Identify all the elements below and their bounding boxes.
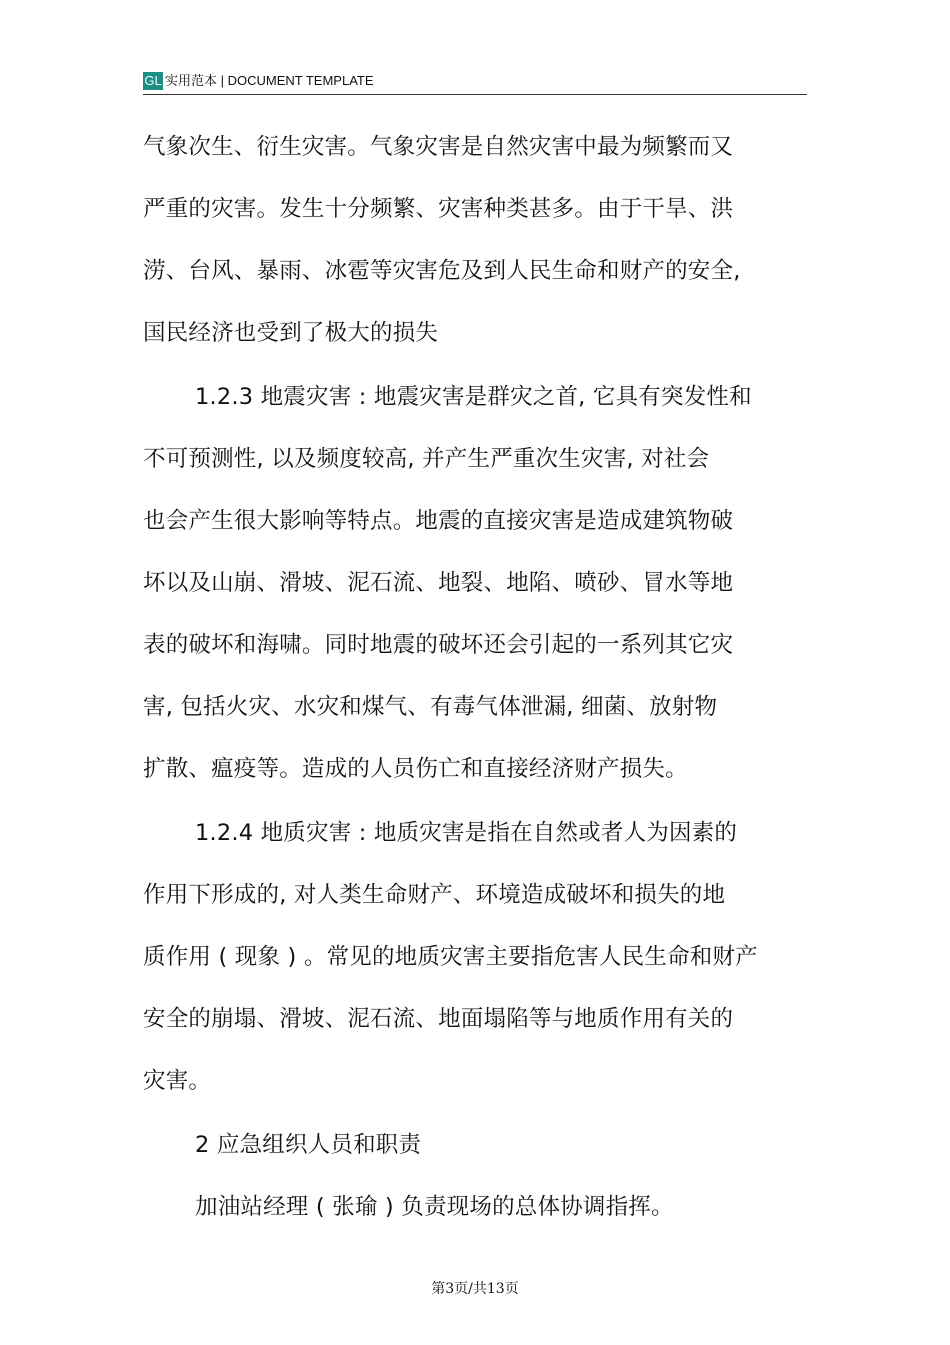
text-line: 气象次生、衍生灾害。气象灾害是自然灾害中最为频繁而又 xyxy=(143,134,734,160)
header-title: 实用范本 | DOCUMENT TEMPLATE xyxy=(165,73,374,88)
text-line: 涝、台风、暴雨、冰雹等灾害危及到人民生命和财产的安全, xyxy=(143,258,741,284)
section-heading-2 xyxy=(143,1114,803,1176)
gl-logo: GL xyxy=(144,73,162,88)
text-line: 加油站经理 ( 张瑜 ) 负责现场的总体协调指挥。 xyxy=(195,1194,674,1220)
section-1-2-4-line: 1.2.4 地质灾害 : 地质灾害是指在自然或者人为因素的 xyxy=(195,820,738,846)
text-line: 害, 包括火灾、水灾和煤气、有毒气体泄漏, 细菌、放射物 xyxy=(143,694,718,720)
section-1-2-3-line: 1.2.3 地震灾害 : 地震灾害是群灾之首, 它具有突发性和 xyxy=(195,384,752,410)
text-line: 也会产生很大影响等特点。地震的直接灾害是造成建筑物破 xyxy=(143,508,734,534)
text-line: 严重的灾害。发生十分频繁、灾害种类甚多。由于干旱、洪 xyxy=(143,196,734,222)
paragraph-geological xyxy=(143,802,803,1112)
text-line: 坏以及山崩、滑坡、泥石流、地裂、地陷、喷砂、冒水等地 xyxy=(143,570,734,596)
text-line: 灾害。 xyxy=(143,1068,212,1094)
text-line: 扩散、瘟疫等。造成的人员伤亡和直接经济财产损失。 xyxy=(143,756,688,782)
text-line: 安全的崩塌、滑坡、泥石流、地面塌陷等与地质作用有关的 xyxy=(143,1006,734,1032)
page-number: 第3页/共13页 xyxy=(431,1281,519,1297)
text-line: 作用下形成的, 对人类生命财产、环境造成破坏和损失的地 xyxy=(143,882,726,908)
text-line: 表的破坏和海啸。同时地震的破坏还会引起的一系列其它灾 xyxy=(143,632,734,658)
document-header xyxy=(143,68,807,95)
paragraph-station-manager xyxy=(143,1176,803,1238)
text-line: 不可预测性, 以及频度较高, 并产生严重次生灾害, 对社会 xyxy=(143,446,710,472)
heading-text: 2 应急组织人员和职责 xyxy=(195,1132,422,1158)
paragraph-earthquake xyxy=(143,366,803,800)
text-line: 国民经济也受到了极大的损失 xyxy=(143,320,439,346)
text-line: 质作用 ( 现象 ) 。常见的地质灾害主要指危害人民生命和财产 xyxy=(143,944,758,970)
paragraph-meteorological xyxy=(143,116,803,364)
